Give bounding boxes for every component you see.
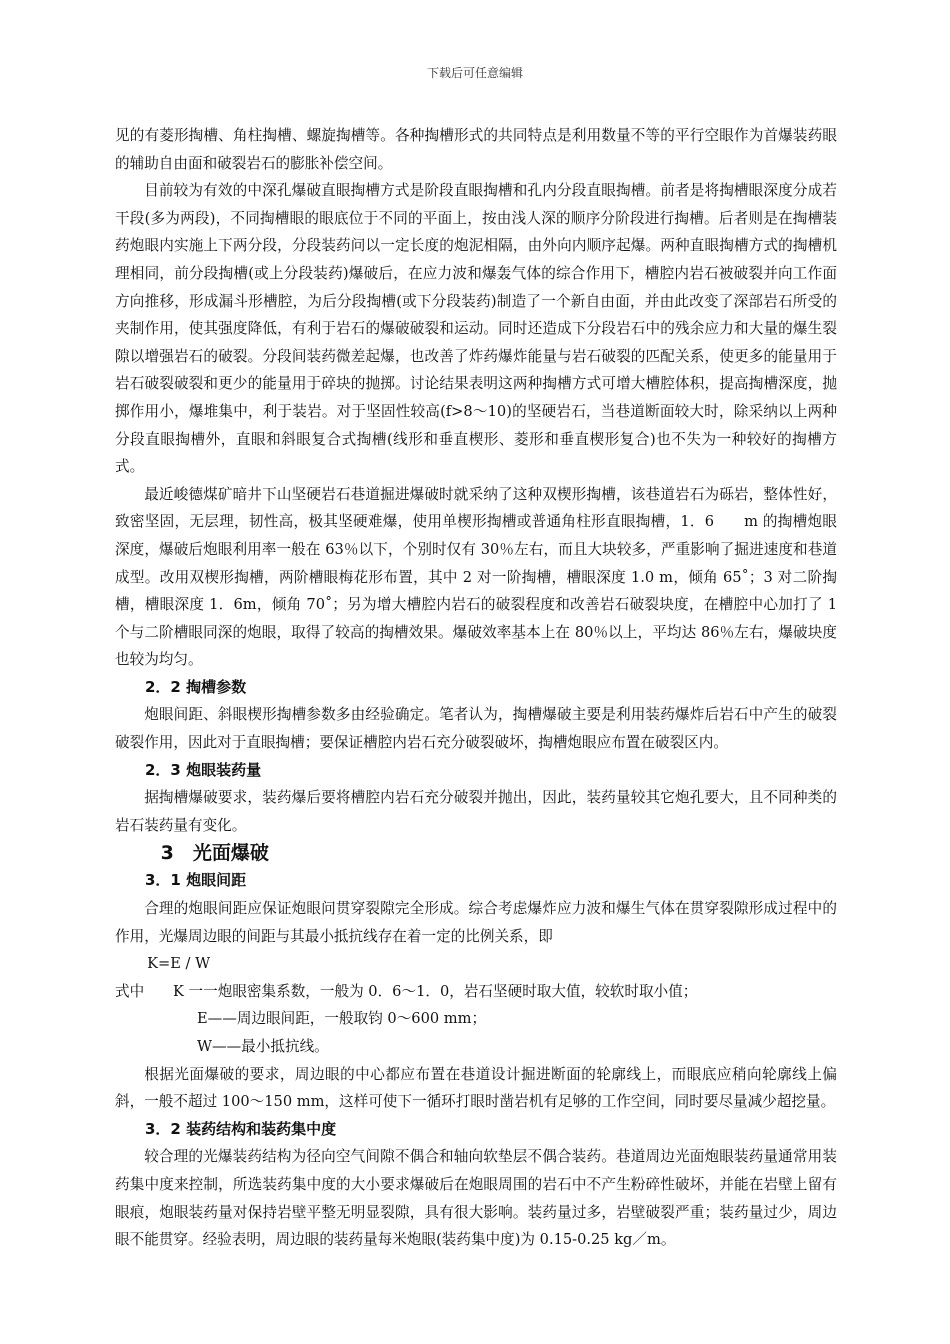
formula: K=E / W bbox=[147, 955, 211, 973]
paragraph-charge-amount: 据掏槽爆破要求，装药爆后要将槽腔内岩石充分破裂并抛出，因此，装药量较其它炮孔要大，且不同种类的岩石装药量有变化。 bbox=[115, 789, 837, 834]
heading-3-1: 3．1 炮眼间距 bbox=[145, 871, 247, 890]
paragraph-cut-params: 炮眼间距、斜眼楔形掏槽参数多由经验确定。笔者认为，掏槽爆破主要是利用装药爆炸后岩石中产生的破裂破裂作用，因此对于直眼掏槽；要保证槽腔内岩石充分破裂破坏，掏槽炮眼应布置在破裂区内。 bbox=[115, 706, 837, 752]
formula-definition-w: W——最小抵抗线。 bbox=[197, 1038, 329, 1055]
heading-2-3: 2．3 炮眼装药量 bbox=[145, 760, 262, 779]
document-body bbox=[115, 122, 837, 1254]
paragraph-continuation: 见的有菱形掏槽、角柱掏槽、螺旋掏槽等。各种掏槽形式的共同特点是利用数量不等的平行空眼作为首爆装药眼的辅助自由面和破裂岩石的膨胀补偿空间。 bbox=[115, 127, 837, 172]
paragraph-hole-spacing: 合理的炮眼间距应保证炮眼问贯穿裂隙完全形成。综合考虑爆炸应力波和爆生气体在贯穿裂隙形成过程中的作用，光爆周边眼的间距与其最小抵抗线存在着一定的比例关系，即 bbox=[115, 900, 837, 945]
paragraph-charge-structure: 较合理的光爆装药结构为径向空气间隙不偶合和轴向软垫层不偶合装药。巷道周边光面炮眼装药量通常用装药集中度来控制，所选装药集中度的大小要求爆破后在炮眼周围的岩石中不产生粉碎性破坏，并能在岩壁上留有眼痕，炮眼装药量对保持岩壁平整无明显裂隙，具有很大影响。装药量过多，岩壁破裂严重；装药量过少，周边眼不能贯穿。经验表明，周边眼的装药量每米炮眼(装药集中度)为 0.15-0.25 kg／m。 bbox=[115, 1148, 837, 1249]
heading-2-2: 2．2 掏槽参数 bbox=[145, 677, 247, 696]
formula-def-k-text: K 一一炮眼密集系数，一般为 0．6～1．0，岩石坚硬时取大值，较软时取小值； bbox=[173, 982, 698, 1000]
formula-definition-k bbox=[115, 978, 837, 1006]
paragraph-double-wedge: 最近峻德煤矿暗井下山坚硬岩石巷道掘进爆破时就采纳了这种双楔形掏槽，该巷道岩石为砾岩，整体性好，致密坚固，无层理，韧性高，极其坚硬难爆，使用单楔形掏槽或普通角柱形直眼掏槽，1．6 m 的掏槽炮眼深度，爆破后炮眼利用率一般在 63％以下，个别时仅有 30％左右，而且大块较多，严重影响了掘进速度和巷道成型。改用双楔形掏槽，两阶槽眼梅花形布置，其中 2 对一阶掏槽，槽眼深度 1.0 m，倾角 65˚；3 对二阶掏槽，槽眼深度 1．6m，倾角 70˚；另为增大槽腔内岩石的破裂程度和改善岩石破裂块度，在槽腔中心加打了 1 个与二阶槽眼同深的炮眼，取得了较高的掏槽效果。爆破效率基本上在 80％以上，平均达 86％左右，爆破块度也较为均匀。 bbox=[115, 485, 837, 669]
heading-3-2: 3．2 装药结构和装药集中度 bbox=[145, 1119, 337, 1138]
formula-lead: 式中 bbox=[115, 982, 145, 1000]
formula-definition-e: E——周边眼间距，一般取钧 0～600 mm； bbox=[197, 1010, 487, 1028]
paragraph-straight-cut: 目前较为有效的中深孔爆破直眼掏槽方式是阶段直眼掏槽和孔内分段直眼掏槽。前者是将掏槽眼深度分成若干段(多为两段)，不同掏槽眼的眼底位于不同的平面上，按由浅人深的顺序分阶段进行掏槽。后者则是在掏槽装药炮眼内实施上下两分段，分段装药问以一定长度的炮泥相隔，由外向内顺序起爆。两种直眼掏槽方式的掏槽机理相同，前分段掏槽(或上分段装药)爆破后，在应力波和爆轰气体的综合作用下，槽腔内岩石被破裂并向工作面方向推移，形成漏斗形槽腔，为后分段掏槽(或下分段装药)制造了一个新自由面，并由此改变了深部岩石所受的夹制作用，使其强度降低，有利于岩石的爆破破裂和运动。同时还造成下分段岩石中的残余应力和大量的爆生裂隙以增强岩石的破裂。分段间装药微差起爆，也改善了炸药爆炸能量与岩石破裂的匹配关系，使更多的能量用于岩石破裂破裂和更少的能量用于碎块的抛掷。讨论结果表明这两种掏槽方式可增大槽腔体积，提高掏槽深度，抛掷作用小，爆堆集中，利于装岩。对于坚固性较高(f>8～10)的坚硬岩石，当巷道断面较大时，除采纳以上两种分段直眼掏槽外，直眼和斜眼复合式掏槽(线形和垂直楔形、菱形和垂直楔形复合)也不失为一种较好的掏槽方式。 bbox=[115, 182, 837, 476]
paragraph-contour: 根据光面爆破的要求，周边眼的中心都应布置在巷道设计掘进断面的轮廓线上，而眼底应稍向轮廓线上偏斜，一般不超过 100～150 mm，这样可使下一循环打眼时凿岩机有足够的工作空间，同时要尽量减少超挖量。 bbox=[115, 1065, 837, 1111]
heading-3: 3 光面爆破 bbox=[160, 842, 269, 865]
page-header: 下载后可任意编辑 bbox=[426, 66, 523, 80]
